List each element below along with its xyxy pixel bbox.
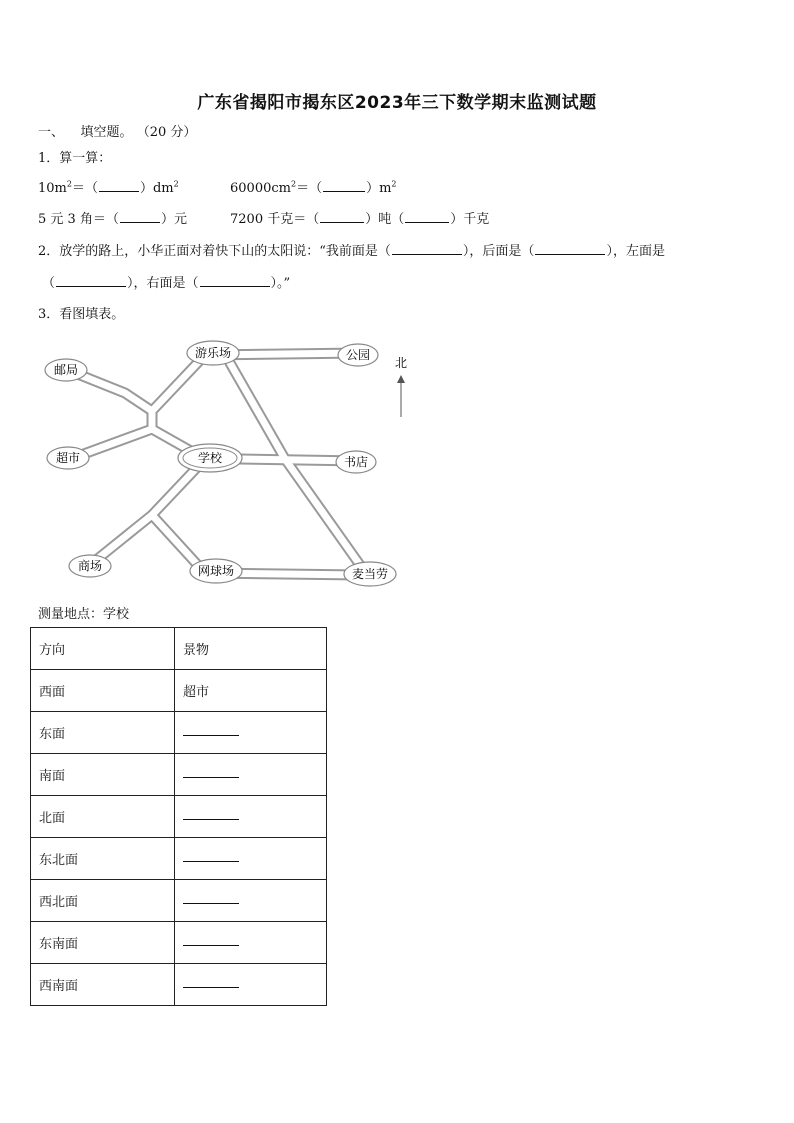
question-2-line2: （ ），右面是（ ）。” <box>42 276 291 291</box>
answer-blank[interactable] <box>183 935 239 946</box>
scenery-cell[interactable] <box>175 880 327 922</box>
q1-item-area-m2: $10m^2=$（ ）$dm^2$ <box>38 179 179 196</box>
direction-cell: 北面 <box>31 796 175 838</box>
place-label: 书店 <box>343 455 369 469</box>
table-row <box>31 796 327 838</box>
table-row <box>31 838 327 880</box>
answer-blank[interactable] <box>99 179 139 192</box>
place-tennis-court <box>190 559 242 583</box>
place-label: 网球场 <box>197 564 235 578</box>
place-label: 麦当劳 <box>351 567 389 581</box>
north-label: 北 <box>394 356 408 370</box>
table-row <box>31 712 327 754</box>
north-arrow <box>395 356 407 417</box>
page-title: 广东省揭阳市揭东区2023年三下数学期末监测试题 <box>197 93 597 113</box>
scenery-cell[interactable] <box>175 838 327 880</box>
direction-cell: 东面 <box>31 712 175 754</box>
place-label: 游乐场 <box>194 346 232 360</box>
answer-blank[interactable] <box>323 179 365 192</box>
answer-blank[interactable] <box>392 242 462 255</box>
direction-cell: 西南面 <box>31 964 175 1006</box>
table-header-row <box>31 628 327 670</box>
place-label: 超市 <box>55 451 81 465</box>
route-map <box>30 333 410 593</box>
question-2-line1: 2．放学的路上，小华正面对着快下山的太阳说：“我前面是（ ），后面是（ ），左面是 <box>38 244 665 259</box>
q1-item-area-cm2: $60000cm^2=$（ ）$m^2$ <box>230 179 397 196</box>
place-label: 商场 <box>77 559 103 573</box>
question-3-stem: 3．看图填表。 <box>38 307 125 322</box>
direction-cell: 南面 <box>31 754 175 796</box>
scenery-cell: 超市 <box>175 670 327 712</box>
direction-cell: 东北面 <box>31 838 175 880</box>
header-direction: 方向 <box>31 628 175 670</box>
place-bookstore <box>336 451 376 473</box>
scenery-cell[interactable] <box>175 796 327 838</box>
scenery-cell[interactable] <box>175 922 327 964</box>
answer-blank[interactable] <box>183 977 239 988</box>
arrow-up-icon <box>397 375 405 383</box>
header-scenery: 景物 <box>175 628 327 670</box>
place-mcdonalds <box>344 562 396 586</box>
q1-item-kg: 7200 千克＝（ ）吨（ ）千克 <box>230 212 490 227</box>
answer-blank[interactable] <box>56 274 126 287</box>
answer-blank[interactable] <box>405 210 449 223</box>
place-mall <box>69 555 111 577</box>
place-park <box>338 344 378 366</box>
place-label: 公园 <box>345 348 371 362</box>
answer-blank[interactable] <box>120 210 160 223</box>
answer-blank[interactable] <box>183 893 239 904</box>
direction-cell: 西北面 <box>31 880 175 922</box>
answer-blank[interactable] <box>200 274 270 287</box>
q1-item-yuan: 5 元 3 角＝（ ）元 <box>38 212 187 227</box>
place-label: 学校 <box>197 451 223 465</box>
table-row <box>31 964 327 1006</box>
place-school <box>178 444 242 472</box>
direction-cell: 西面 <box>31 670 175 712</box>
direction-cell: 东南面 <box>31 922 175 964</box>
scenery-cell[interactable] <box>175 712 327 754</box>
answer-blank[interactable] <box>183 809 239 820</box>
answer-blank[interactable] <box>320 210 364 223</box>
place-supermarket <box>47 447 89 469</box>
measure-location-label: 测量地点：学校 <box>38 607 130 622</box>
answer-blank[interactable] <box>183 725 239 736</box>
question-1-stem: 1．算一算： <box>38 151 112 166</box>
place-label: 邮局 <box>53 363 79 377</box>
answer-blank[interactable] <box>183 851 239 862</box>
direction-table <box>30 627 327 1006</box>
answer-blank[interactable] <box>183 767 239 778</box>
answer-blank[interactable] <box>535 242 605 255</box>
table-row <box>31 670 327 712</box>
place-post-office <box>45 359 87 381</box>
place-amusement-park <box>187 341 239 365</box>
table-row <box>31 754 327 796</box>
table-row <box>31 922 327 964</box>
section-heading: 一、 填空题。 （20 分） <box>38 125 197 140</box>
table-row <box>31 880 327 922</box>
scenery-cell[interactable] <box>175 964 327 1006</box>
scenery-cell[interactable] <box>175 754 327 796</box>
